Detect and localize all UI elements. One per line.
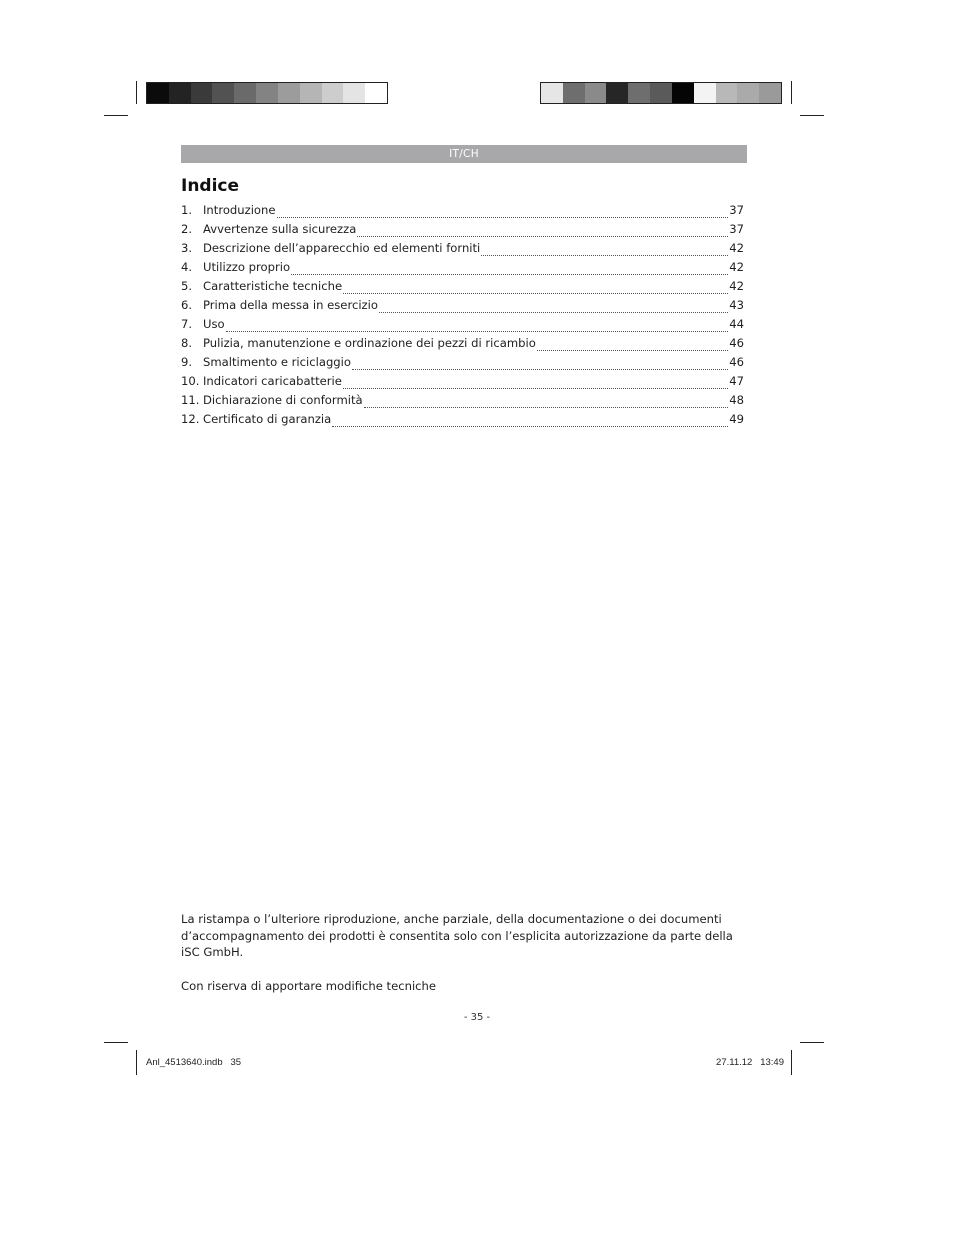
- color-swatch: [541, 83, 563, 103]
- crop-mark-bottom-right-horizontal: [800, 1042, 824, 1043]
- color-swatch: [169, 83, 191, 103]
- toc-entry[interactable]: [181, 222, 744, 241]
- toc-entry-page: 47: [729, 374, 744, 388]
- toc-leader-dots: [226, 331, 729, 332]
- toc-leader-dots: [481, 255, 728, 256]
- color-swatch: [694, 83, 716, 103]
- toc-entry-page: 37: [729, 222, 744, 236]
- crop-mark-bottom-left-vertical: [136, 1050, 137, 1075]
- language-tab: IT/CH: [181, 145, 747, 163]
- toc-leader-dots: [537, 350, 728, 351]
- technical-note: Con riserva di apportare modifiche tecniche: [181, 979, 437, 993]
- color-swatch: [563, 83, 585, 103]
- toc-entry-number: 8.: [181, 336, 193, 350]
- toc-entry-page: 44: [729, 317, 744, 331]
- color-swatch: [737, 83, 759, 103]
- color-swatch: [650, 83, 672, 103]
- toc-leader-dots: [357, 236, 728, 237]
- color-swatch: [300, 83, 322, 103]
- crop-mark-bottom-right-vertical: [791, 1050, 792, 1075]
- crop-mark-bottom-left-horizontal: [104, 1042, 128, 1043]
- toc-entry-number: 1.: [181, 203, 193, 217]
- toc-entry-title: Prima della messa in esercizio: [203, 298, 378, 312]
- toc-entry-title: Pulizia, manutenzione e ordinazione dei pezzi di ricambio: [203, 336, 536, 350]
- toc-entry-page: 43: [729, 298, 744, 312]
- toc-entry-title: Indicatori caricabatterie: [203, 374, 342, 388]
- color-swatch: [365, 83, 387, 103]
- crop-mark-top-right-horizontal: [800, 115, 824, 116]
- color-swatch: [759, 83, 781, 103]
- toc-entry-page: 48: [729, 393, 744, 407]
- copyright-line-3: iSC GmbH.: [181, 945, 244, 959]
- color-swatch: [278, 83, 300, 103]
- toc-entry-title: Smaltimento e riciclaggio: [203, 355, 351, 369]
- color-swatch: [234, 83, 256, 103]
- toc-leader-dots: [291, 274, 728, 275]
- color-swatch: [672, 83, 694, 103]
- toc-entry-number: 4.: [181, 260, 193, 274]
- toc-entry-title: Certificato di garanzia: [203, 412, 332, 426]
- color-swatch: [606, 83, 628, 103]
- toc-entry-page: 42: [729, 279, 744, 293]
- toc-entry[interactable]: [181, 355, 744, 374]
- toc-entry-title: Descrizione dell’apparecchio ed elementi forniti: [203, 241, 481, 255]
- copyright-line-1: La ristampa o l’ulteriore riproduzione, anche parziale, della documentazione o dei documenti: [181, 912, 722, 926]
- color-swatch: [628, 83, 650, 103]
- crop-mark-top-right-vertical: [791, 81, 792, 104]
- color-swatch: [585, 83, 607, 103]
- table-of-contents: [181, 203, 744, 431]
- toc-entry-number: 2.: [181, 222, 193, 236]
- crop-mark-top-left-horizontal: [104, 115, 128, 116]
- color-calibration-bar-right: [540, 82, 782, 104]
- toc-entry-number: 7.: [181, 317, 193, 331]
- toc-leader-dots: [277, 217, 729, 218]
- color-swatch: [322, 83, 344, 103]
- color-swatch: [716, 83, 738, 103]
- toc-entry-number: 6.: [181, 298, 193, 312]
- toc-entry[interactable]: [181, 298, 744, 317]
- toc-entry-number: 5.: [181, 279, 193, 293]
- toc-leader-dots: [343, 388, 728, 389]
- toc-entry-page: 42: [729, 260, 744, 274]
- footer-datetime: 27.11.12 13:49: [716, 1057, 784, 1068]
- footer-file-info: Anl_4513640.indb 35: [146, 1057, 242, 1068]
- toc-entry-title: Avvertenze sulla sicurezza: [203, 222, 357, 236]
- page-number: - 35 -: [463, 1012, 491, 1023]
- toc-entry[interactable]: [181, 241, 744, 260]
- toc-entry-title: Introduzione: [203, 203, 276, 217]
- copyright-line-2: d’accompagnamento dei prodotti è consentita solo con l’esplicita autorizzazione da parte della: [181, 929, 733, 943]
- toc-leader-dots: [352, 369, 728, 370]
- toc-entry-number: 3.: [181, 241, 193, 255]
- toc-entry[interactable]: [181, 279, 744, 298]
- toc-entry[interactable]: [181, 203, 744, 222]
- toc-entry-title: Uso: [203, 317, 225, 331]
- toc-entry[interactable]: [181, 393, 744, 412]
- toc-leader-dots: [379, 312, 728, 313]
- color-swatch: [256, 83, 278, 103]
- toc-entry-title: Caratteristiche tecniche: [203, 279, 343, 293]
- toc-entry[interactable]: [181, 336, 744, 355]
- color-swatch: [343, 83, 365, 103]
- toc-entry-number: 11.: [181, 393, 200, 407]
- toc-entry-number: 12.: [181, 412, 200, 426]
- toc-leader-dots: [332, 426, 728, 427]
- toc-entry-number: 10.: [181, 374, 200, 388]
- toc-entry-title: Dichiarazione di conformità: [203, 393, 363, 407]
- color-swatch: [191, 83, 213, 103]
- page-title: Indice: [181, 176, 240, 196]
- toc-entry-page: 49: [729, 412, 744, 426]
- toc-leader-dots: [364, 407, 729, 408]
- color-swatch: [147, 83, 169, 103]
- crop-mark-top-left-vertical: [136, 81, 137, 104]
- toc-entry-title: Utilizzo proprio: [203, 260, 291, 274]
- toc-entry[interactable]: [181, 412, 744, 431]
- color-swatch: [212, 83, 234, 103]
- toc-entry-page: 42: [729, 241, 744, 255]
- toc-entry-page: 37: [729, 203, 744, 217]
- toc-entry-page: 46: [729, 336, 744, 350]
- color-calibration-bar-left: [146, 82, 388, 104]
- toc-entry-page: 46: [729, 355, 744, 369]
- toc-entry-number: 9.: [181, 355, 193, 369]
- toc-entry[interactable]: [181, 317, 744, 336]
- toc-leader-dots: [343, 293, 728, 294]
- toc-entry[interactable]: [181, 374, 744, 393]
- toc-entry[interactable]: [181, 260, 744, 279]
